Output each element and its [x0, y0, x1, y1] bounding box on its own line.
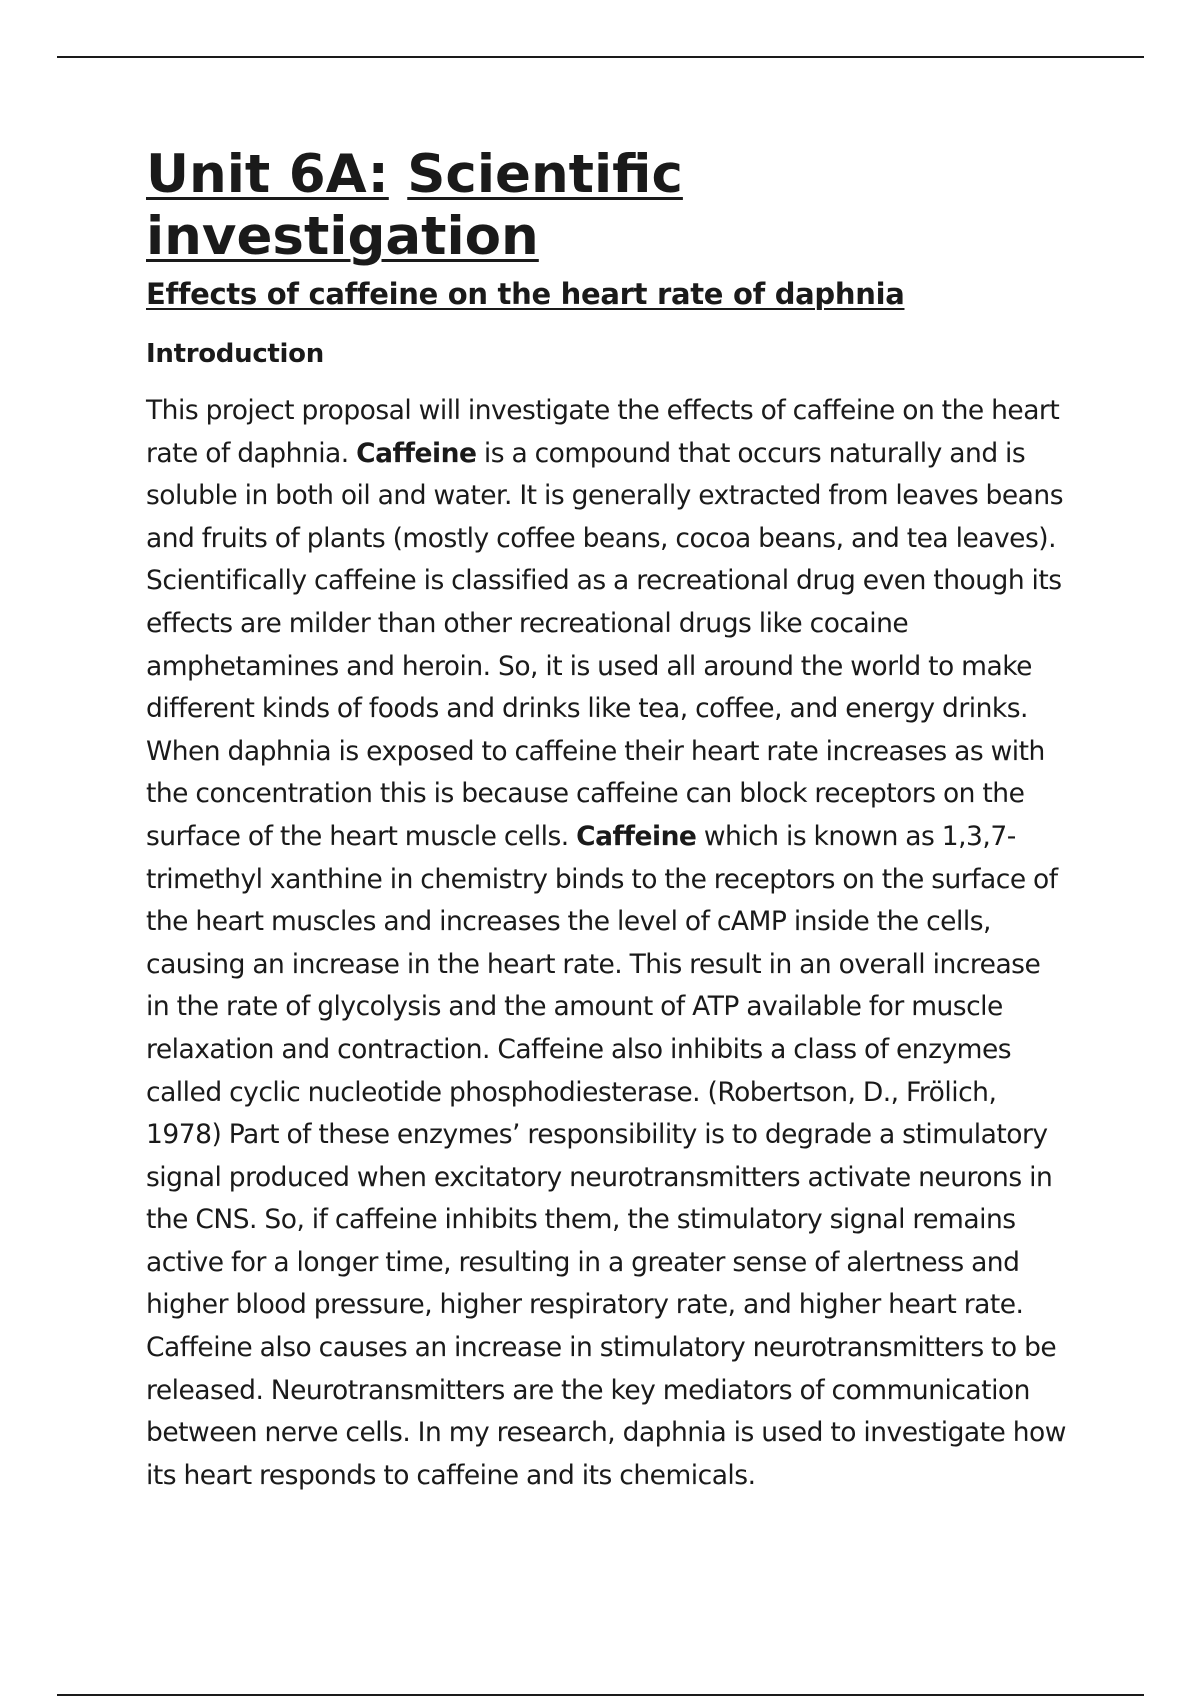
paragraph-text-3: which is known as 1,3,7-trimethyl xanthine in chemistry binds to the receptors on the surface of the heart muscles and increases the level of cAMP inside the cells, causing an increase in the heart rate. This result in an overall increase in the rate of glycolysis and the amount of ATP available for muscle relaxation and contraction. Caffeine also inhibits a class of enzymes called cyclic nucleotide phosphodiesterase. (Robertson, D., Frölich, 1978) Part of these enzymes’ responsibility is to degrade a stimulatory signal produced when excitatory neurotransmitters activate neurons in the CNS. So, if caffeine inhibits them, the stimulatory signal remains active for a longer time, resulting in a greater sense of alertness and higher blood pressure, higher respiratory rate, and higher heart rate. Caffeine also causes an increase in stimulatory neurotransmitters to be released. Neurotransmitters are the key mediators of communication between nerve cells. In my research, daphnia is used to investigate how its heart responds to caffeine and its chemicals. [146, 820, 1066, 1491]
footer-rule [57, 1694, 1144, 1696]
page-subtitle: Effects of caffeine on the heart rate of daphnia [146, 277, 905, 311]
bold-term-caffeine-2: Caffeine [576, 820, 697, 852]
header-rule [57, 56, 1144, 58]
introduction-paragraph [146, 390, 1066, 1497]
paragraph-text-1: This project proposal will investigate the effects of caffeine on the heart rate of daphnia. [146, 395, 1060, 469]
paragraph-text-2: is a compound that occurs naturally and is soluble in both oil and water. It is generally extracted from leaves beans and fruits of plants (mostly coffee beans, cocoa beans, and tea leaves). Scientifically caffeine is classified as a recreational drug even though its effects are milder than other recreational drugs like cocaine amphetamines and heroin. So, it is used all around the world to make different kinds of foods and drinks like tea, coffee, and energy drinks. When daphnia is exposed to caffeine their heart rate increases as with the concentration this is because caffeine can block receptors on the surface of the heart muscle cells. [146, 437, 1064, 852]
section-heading-introduction: Introduction [146, 339, 324, 369]
title-unit: Unit 6A: [146, 144, 389, 205]
document-body [146, 144, 1066, 1497]
title-topic: Scientific investigation [146, 144, 683, 267]
bold-term-caffeine-1: Caffeine [356, 437, 477, 469]
page-title [146, 144, 786, 268]
